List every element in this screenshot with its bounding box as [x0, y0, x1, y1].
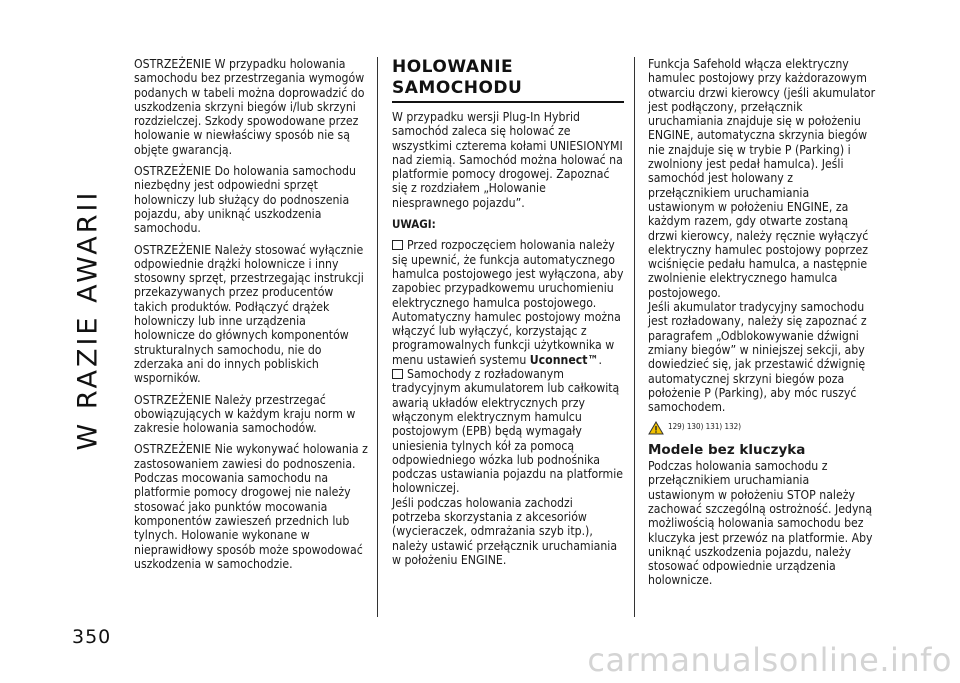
note-bullet-2: [392, 367, 624, 496]
warning-reference: [648, 420, 878, 434]
square-bullet-icon: [392, 240, 403, 250]
column-3: [648, 57, 878, 595]
page-number: 350: [72, 626, 112, 648]
subheading-keyless: Modele bez kluczyka: [648, 441, 806, 458]
warning-paragraph: OSTRZEŻENIE Nie wykonywać holowania z zastosowaniem zawiesi do podnoszenia. Podczas mocowania samochodu na platformie pomocy drogowej nie należy stosować jako punktów mocowania komponentów zawieszeń przednich lub tylnych. Holowanie wykonane w nieprawidłowy sposób może spowodować uszkodzenia w samochodzie.: [134, 442, 368, 571]
warning-paragraph: OSTRZEŻENIE W przypadku holowania samochodu bez przestrzegania wymogów podanych w tabeli można doprowadzić do uszkodzenia skrzyni biegów i/lub skrzyni rozdzielczej. Szkody spowodowane przez holowanie w niewłaściwy sposób nie są objęte gwarancją.: [134, 57, 365, 157]
watermark: carmanualsonline.info: [587, 641, 952, 679]
note-bullet-1: [392, 238, 624, 367]
column-1: [134, 57, 370, 578]
warning-triangle-icon: [648, 421, 664, 435]
note-bullet-1-end: .: [598, 352, 602, 367]
warning-paragraph: OSTRZEŻENIE Do holowania samochodu niezbędny jest odpowiedni sprzęt holowniczy lub służący do podnoszenia pojazdu, aby uniknąć uszkodzenia samochodu.: [134, 164, 356, 236]
section-title-text: W RAZIE AWARII: [72, 189, 104, 451]
note-bullet-1-text: Przed rozpoczęciem holowania należy się upewnić, że funkcja automatycznego hamulca postojowego jest wyłączona, aby zapobiec przypadkowemu uruchomieniu elektrycznego hamulca postojowego. Automatyczny hamulec postojowy można włączyć lub wyłączyć, korzystając z programowalnych funkcji użytkownika w menu ustawień systemu: [392, 238, 624, 367]
heading-line-1: HOLOWANIE: [392, 57, 514, 77]
column-2: [392, 57, 624, 574]
square-bullet-icon: [392, 369, 403, 379]
battery-paragraph: Jeśli akumulator tradycyjny samochodu jest rozładowany, należy się zapoznać z paragrafem „Odblokowywanie dźwigni zmiany biegów” w niniejszej sekcji, aby dowiedzieć się, jak przestawić dźwignię automatycznej skrzyni biegów poza położenie P (Parking), aby móc ruszyć samochodem.: [648, 300, 867, 415]
column-divider-2: [634, 57, 635, 617]
safehold-paragraph: Funkcja Safehold włącza elektryczny hamulec postojowy przy każdorazowym otwarciu drzwi kierowcy (jeśli akumulator jest podłączony, przełącznik uruchamiania znajduje się w położeniu ENGINE, automatyczna skrzynia biegów nie znajduje się w trybie P (Parking) i zwolniony jest pedał hamulca). Jeśli samochód jest holowany z przełącznikiem uruchamiania ustawionym w położeniu ENGINE, za każdym razem, gdy otwarte zostaną drzwi kierowcy, należy ręcznie wyłączyć elektryczny hamulec postojowy poprzez wciśnięcie pedału hamulca, a następnie zwolnienie elektrycznego hamulca postojowego.: [648, 57, 876, 300]
warning-refs-text: 129) 130) 131) 132): [668, 422, 742, 432]
tail-paragraph: Jeśli podczas holowania zachodzi potrzeba skorzystania z akcesoriów (wycieraczek, odmrażania szyb itp.), należy ustawić przełącznik uruchamiania w położeniu ENGINE.: [392, 495, 618, 567]
warning-paragraph: OSTRZEŻENIE Należy stosować wyłącznie odpowiednie drążki holownicze i inny stosowny sprzęt, przestrzegając instrukcji przekazywanych przez producentów takich produktów. Podłączyć drążek holowniczy lub inne urządzenia holownicze do głównych komponentów strukturalnych samochodu, nie do zderzaka ani do innych pobliskich wsporników.: [134, 242, 364, 386]
section-title: [68, 40, 108, 600]
column-divider-1: [377, 57, 378, 617]
keyless-paragraph: Podczas holowania samochodu z przełącznikiem uruchamiania ustawionym w położeniu STOP należy zachować szczególną ostrożność. Jedyną możliwością holowania samochodu bez kluczyka jest przewóz na platformie. Aby uniknąć uszkodzenia pojazdu, należy stosować odpowiednie urządzenia holownicze.: [648, 459, 873, 588]
heading-rule: [392, 101, 624, 103]
warning-paragraph: OSTRZEŻENIE Należy przestrzegać obowiązujących w każdym kraju norm w zakresie holowania samochodów.: [134, 392, 356, 436]
notes-label: UWAGI:: [392, 217, 436, 232]
intro-paragraph: W przypadku wersji Plug-In Hybrid samochód zaleca się holować ze wszystkimi czterema kołami UNIESIONYMI nad ziemią. Samochód można holować na platformie pomocy drogowej. Zapoznać się z rozdziałem „Holowanie niesprawnego pojazdu”.: [392, 110, 623, 210]
heading-line-2: SAMOCHODU: [392, 78, 523, 98]
uconnect-label: Uconnect™: [529, 352, 599, 367]
note-bullet-2-text: Samochody z rozładowanym tradycyjnym akumulatorem lub całkowitą awarią układów elektrycznych przy włączonym elektrycznym hamulcu postojowym (EPB) będą wymagały uniesienia tylnych kół za pomocą odpowiedniego wózka lub podnośnika podczas ustawiania pojazdu na platformie holowniczej.: [392, 367, 624, 496]
